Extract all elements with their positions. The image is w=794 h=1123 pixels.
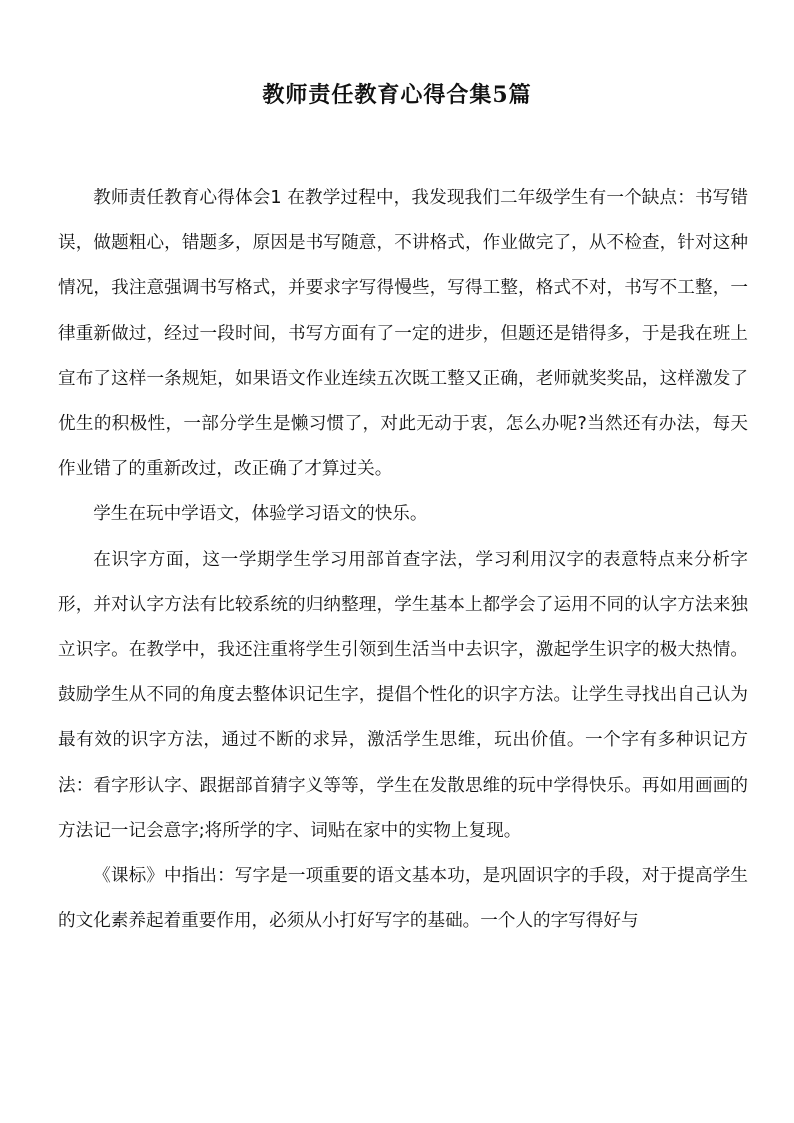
paragraph-2: 学生在玩中学语文，体验学习语文的快乐。 bbox=[93, 504, 428, 525]
document-title: 教师责任教育心得合集5篇 bbox=[262, 82, 532, 108]
paragraph-3: 在识字方面，这一学期学生学习用部首查字法，学习利用汉字的表意特点来分析字形，并对认字方法有比较系统的归纳整理，学生基本上都学会了运用不同的认字方法来独立识字。在教学中，我还注重将学生引领到生活当中去识字，激起学生识字的极大热情。鼓励学生从不同的角度去整体识记生字，提倡个性化的识字方法。让学生寻找出自己认为最有效的识字方法，通过不断的求异，激活学生思维，玩出价值。一个字有多种识记方法：看字形认字、跟据部首猜字义等等，学生在发散思维的玩中学得快乐。再如用画画的方法记一记会意字;将所学的字、词贴在家中的实物上复现。 bbox=[58, 549, 748, 841]
paragraph-1: 教师责任教育心得体会1 在教学过程中，我发现我们二年级学生有一个缺点：书写错误，做题粗心，错题多，原因是书写随意，不讲格式，作业做完了，从不检查，针对这种情况，我注意强调书写格式，并要求字写得慢些，写得工整，格式不对，书写不工整，一律重新做过，经过一段时间，书写方面有了一定的进步，但题还是错得多，于是我在班上宣布了这样一条规矩，如果语文作业连续五次既工整又正确，老师就奖奖品，这样激发了优生的积极性，一部分学生是懒习惯了，对此无动于衷，怎么办呢?当然还有办法，每天作业错了的重新改过，改正确了才算过关。 bbox=[58, 188, 748, 480]
paragraph-4: 《课标》中指出：写字是一项重要的语文基本功，是巩固识字的手段，对于提高学生的文化素养起着重要作用，必须从小打好写字的基础。一个人的字写得好与 bbox=[58, 866, 748, 932]
document-body bbox=[58, 176, 748, 944]
